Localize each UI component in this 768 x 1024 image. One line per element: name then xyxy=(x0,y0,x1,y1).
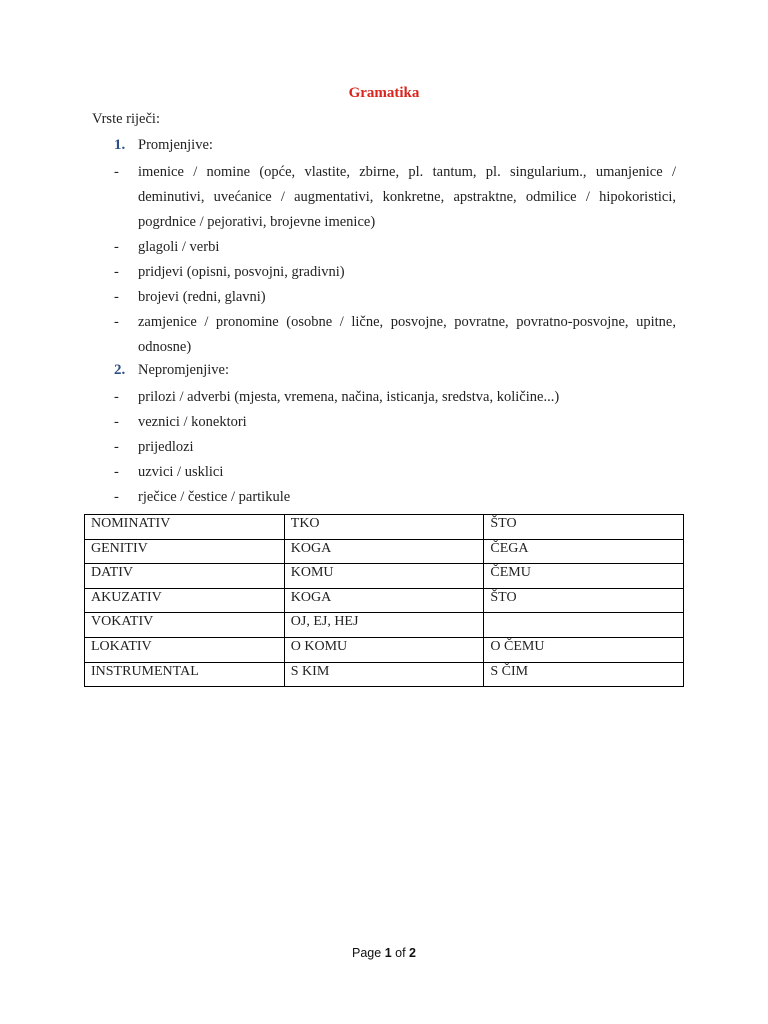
document-title: Gramatika xyxy=(348,85,420,101)
table-row xyxy=(85,637,684,662)
list-item xyxy=(92,310,676,360)
of-word: of xyxy=(395,946,406,960)
table-cell: ŠTO xyxy=(484,588,684,613)
section-heading-label: Nepromjenjive: xyxy=(138,362,230,378)
list-item-text: zamjenice / pronomine (osobne / lične, posvojne, povratne, povratno-posvojne, upitne, odnosne) xyxy=(138,314,676,355)
list-item xyxy=(92,435,676,460)
list-item-text: veznici / konektori xyxy=(138,414,247,430)
table-cell: VOKATIV xyxy=(85,613,285,638)
table-cell: KOGA xyxy=(284,539,484,564)
bullet-dash: - xyxy=(114,239,119,255)
pronoun-case-table xyxy=(84,514,684,687)
table-cell: ŠTO xyxy=(484,515,684,540)
total-page-count: 2 xyxy=(409,946,416,960)
list-item-text: glagoli / verbi xyxy=(138,239,220,255)
table-cell: O ČEMU xyxy=(484,637,684,662)
table-cell: O KOMU xyxy=(284,637,484,662)
list-item xyxy=(92,160,676,235)
list-item xyxy=(92,260,676,285)
table-cell: LOKATIV xyxy=(85,637,285,662)
table-cell: AKUZATIV xyxy=(85,588,285,613)
table-row xyxy=(85,588,684,613)
table-cell: KOMU xyxy=(284,564,484,589)
list-item xyxy=(92,485,676,510)
section-number: 2. xyxy=(114,362,126,378)
table-cell: KOGA xyxy=(284,588,484,613)
bullet-dash: - xyxy=(114,389,119,405)
list-item xyxy=(92,410,676,435)
table-row xyxy=(85,613,684,638)
table-cell: DATIV xyxy=(85,564,285,589)
table-row xyxy=(85,539,684,564)
list-item-text: pridjevi (opisni, posvojni, gradivni) xyxy=(138,264,345,280)
bullet-dash: - xyxy=(114,264,119,280)
list-item-text: prilozi / adverbi (mjesta, vremena, načina, isticanja, sredstva, količine...) xyxy=(138,389,560,405)
table-cell: OJ, EJ, HEJ xyxy=(284,613,484,638)
section-heading-1 xyxy=(92,135,676,160)
list-item-text: brojevi (redni, glavni) xyxy=(138,289,266,305)
table-cell: S KIM xyxy=(284,662,484,687)
table-cell: NOMINATIV xyxy=(85,515,285,540)
table-cell xyxy=(484,613,684,638)
table-cell: TKO xyxy=(284,515,484,540)
list-item xyxy=(92,385,676,410)
table-cell: GENITIV xyxy=(85,539,285,564)
list-item-text: imenice / nomine (opće, vlastite, zbirne, pl. tantum, pl. singularium., umanjenice / deminutivi, uvećanice / augmentativi, konkretne, apstraktne, odmilice / hipokoristici, pogrdnice / pejorativi, brojevne imenice) xyxy=(138,164,676,230)
bullet-dash: - xyxy=(114,439,119,455)
bullet-dash: - xyxy=(114,289,119,305)
word-types-list xyxy=(92,135,676,510)
table-cell: ČEGA xyxy=(484,539,684,564)
list-item xyxy=(92,460,676,485)
section-number: 1. xyxy=(114,137,126,153)
bullet-dash: - xyxy=(114,164,119,180)
bullet-dash: - xyxy=(114,489,119,505)
table-row xyxy=(85,564,684,589)
list-item-text: uzvici / usklici xyxy=(138,464,224,480)
current-page-number: 1 xyxy=(384,946,392,960)
bullet-dash: - xyxy=(114,314,119,330)
list-item-text: rječice / čestice / partikule xyxy=(138,489,291,505)
bullet-dash: - xyxy=(114,414,119,430)
list-item xyxy=(92,235,676,260)
bullet-dash: - xyxy=(114,464,119,480)
intro-line: Vrste riječi: xyxy=(92,111,160,127)
table-cell: INSTRUMENTAL xyxy=(85,662,285,687)
list-item xyxy=(92,285,676,310)
page-footer xyxy=(0,946,768,960)
page-word: Page xyxy=(352,946,382,960)
table-cell: ČEMU xyxy=(484,564,684,589)
section-heading-2 xyxy=(92,360,676,385)
section-heading-label: Promjenjive: xyxy=(138,137,213,153)
table-row xyxy=(85,515,684,540)
table-row xyxy=(85,662,684,687)
table-cell: S ČIM xyxy=(484,662,684,687)
list-item-text: prijedlozi xyxy=(138,439,194,455)
